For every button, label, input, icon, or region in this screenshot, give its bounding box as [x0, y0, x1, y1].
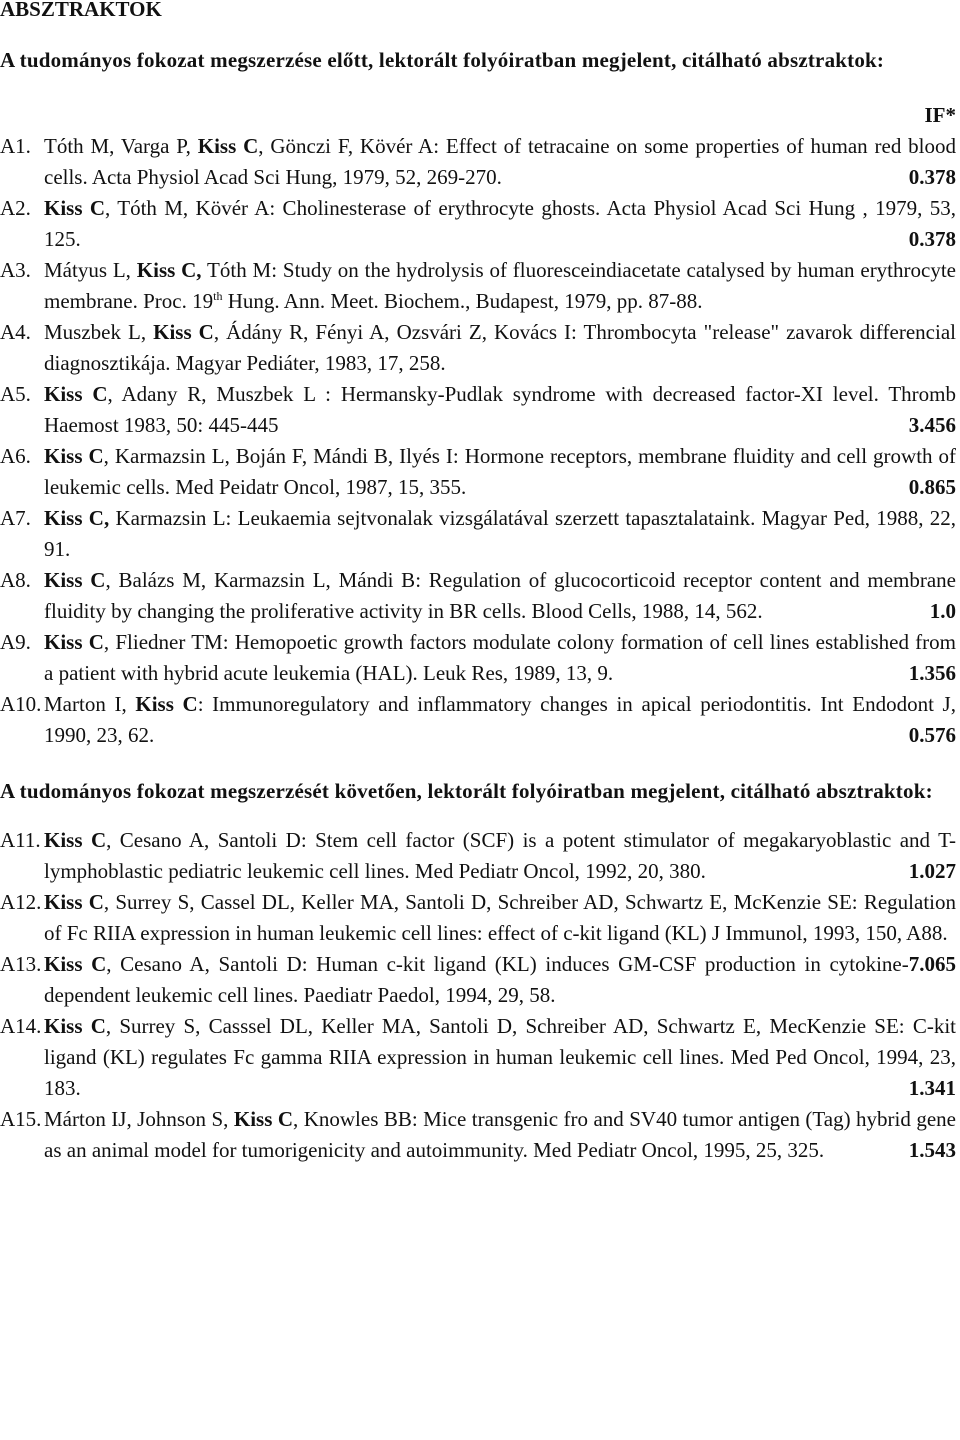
entry-highlighted-author: Kiss C, — [44, 506, 110, 530]
entry-highlighted-author: Kiss C — [44, 382, 108, 406]
impact-factor-value: 0.378 — [908, 165, 956, 189]
impact-factor-value: 1.027 — [908, 859, 956, 883]
abstract-entry — [0, 1011, 956, 1104]
entry-citation-text: , Cesano A, Santoli D: Stem cell factor (SCF) is a potent stimulator of megakaryoblastic and T-lymphoblastic pediatric leukemic cell lines. Med Pediatr Oncol, 1992, 20, 380. — [44, 828, 956, 883]
abstract-list-before-degree — [0, 131, 956, 751]
impact-factor-value: 7.065 — [908, 952, 956, 976]
entry-number: A6. — [0, 444, 31, 468]
entry-highlighted-author: Kiss C — [44, 568, 106, 592]
entry-highlighted-author: Kiss C — [44, 1014, 106, 1038]
impact-factor-value: 0.576 — [908, 723, 956, 747]
entry-citation-text-cont: Hung. Ann. Meet. Biochem., Budapest, 1979, pp. 87-88. — [222, 289, 703, 313]
entry-number: A14. — [0, 1014, 42, 1038]
entry-citation-text: , Karmazsin L, Boján F, Mándi B, Ilyés I: Hormone receptors, membrane fluidity and cell growth of leukemic cells. Med Peidatr Oncol, 1987, 15, 355. — [44, 444, 956, 499]
abstract-entry — [0, 193, 956, 255]
entry-authors-before: Márton IJ, Johnson S, — [44, 1107, 234, 1131]
entry-highlighted-author: Kiss C — [153, 320, 214, 344]
abstract-entry — [0, 503, 956, 565]
abstract-entry — [0, 627, 956, 689]
entry-number: A9. — [0, 630, 31, 654]
entry-number: A11. — [0, 828, 41, 852]
entry-highlighted-author: Kiss C — [44, 890, 104, 914]
entry-highlighted-author: Kiss C — [44, 630, 104, 654]
entry-citation-text: , Surrey S, Cassel DL, Keller MA, Santoli D, Schreiber AD, Schwartz E, McKenzie SE: Regulation of Fc RIIA expression in human leukemic cell lines: effect of c-kit ligand (KL) J Immunol, 1993, 150, A88. — [44, 890, 956, 945]
entry-highlighted-author: Kiss C — [44, 828, 107, 852]
entry-number: A13. — [0, 952, 42, 976]
entry-superscript: th — [213, 289, 223, 303]
entry-highlighted-author: Kiss C — [135, 692, 198, 716]
entry-citation-text: , Tóth M, Kövér A: Cholinesterase of erythrocyte ghosts. Acta Physiol Acad Sci Hung , 1979, 53, 125. — [44, 196, 956, 251]
abstract-entry — [0, 949, 956, 1011]
entry-highlighted-author: Kiss C — [233, 1107, 293, 1131]
entry-number: A3. — [0, 258, 31, 282]
impact-factor-value: 1.543 — [908, 1138, 956, 1162]
section-heading-before-degree: A tudományos fokozat megszerzése előtt, lektorált folyóiratban megjelent, citálható absztraktok: — [0, 48, 885, 72]
entry-number: A2. — [0, 196, 31, 220]
entry-authors-before: Mátyus L, — [44, 258, 137, 282]
entry-number: A7. — [0, 506, 31, 530]
entry-number: A15. — [0, 1107, 42, 1131]
abstract-entry — [0, 565, 956, 627]
entry-citation-text: , Knowles BB: Mice transgenic fro and SV40 tumor antigen (Tag) hybrid gene as an animal model for tumorigenicity and autoimmunity. Med Pediatr Oncol, 1995, 25, 325. — [44, 1107, 956, 1162]
entry-authors-before: Marton I, — [44, 692, 136, 716]
impact-factor-value: 3.456 — [908, 413, 956, 437]
abstract-entry — [0, 1104, 956, 1166]
entry-citation-text: , Cesano A, Santoli D: Human c-kit ligand (KL) induces GM-CSF production in cytokine-dependent leukemic cell lines. Paediatr Paedol, 1994, 29, 58. — [44, 952, 909, 1007]
entry-citation-text: , Adany R, Muszbek L : Hermansky-Pudlak syndrome with decreased factor-XI level. Thromb Haemost 1983, 50: 445-445 — [44, 382, 956, 437]
entry-citation-text: , Fliedner TM: Hemopoetic growth factors modulate colony formation of cell lines established from a patient with hybrid acute leukemia (HAL). Leuk Res, 1989, 13, 9. — [44, 630, 956, 685]
entry-citation-text: Karmazsin L: Leukaemia sejtvonalak vizsgálatával szerzett tapasztalataink. Magyar Ped, 1988, 22, 91. — [44, 506, 956, 561]
entry-number: A8. — [0, 568, 31, 592]
entry-highlighted-author: Kiss C — [197, 134, 259, 158]
impact-factor-value: 0.378 — [908, 227, 956, 251]
abstract-entry — [0, 317, 956, 379]
entry-number: A1. — [0, 134, 31, 158]
abstract-entry — [0, 379, 956, 441]
entry-highlighted-author: Kiss C, — [136, 258, 202, 282]
entry-citation-text: , Surrey S, Casssel DL, Keller MA, Santoli D, Schreiber AD, Schwartz E, MecKenzie SE: C-kit ligand (KL) regulates Fc gamma RIIA expression in human leukemic cell lines. Med Ped Oncol, 1994, 23, 183. — [44, 1014, 956, 1100]
impact-factor-value: 1.356 — [908, 661, 956, 685]
impact-factor-label: IF* — [924, 103, 956, 127]
abstract-entry — [0, 689, 956, 751]
entry-number: A5. — [0, 382, 31, 406]
abstract-entry — [0, 825, 956, 887]
entry-authors-before: Tóth M, Varga P, — [44, 134, 198, 158]
abstract-list-after-degree — [0, 825, 956, 1166]
entry-citation-text: : Immunoregulatory and inflammatory changes in apical periodontitis. Int Endodont J, 1990, 23, 62. — [44, 692, 956, 747]
entry-number: A4. — [0, 320, 31, 344]
entry-number: A10. — [0, 692, 42, 716]
page-title: ABSZTRAKTOK — [0, 0, 162, 21]
impact-factor-value: 0.865 — [908, 475, 956, 499]
entry-citation-text: , Gönczi F, Kövér A: Effect of tetracaine on some properties of human red blood cells. Acta Physiol Acad Sci Hung, 1979, 52, 269-270. — [44, 134, 956, 189]
entry-citation-text: , Balázs M, Karmazsin L, Mándi B: Regulation of glucocorticoid receptor content and membrane fluidity by changing the proliferative activity in BR cells. Blood Cells, 1988, 14, 562. — [44, 568, 956, 623]
entry-highlighted-author: Kiss C — [44, 444, 104, 468]
entry-highlighted-author: Kiss C — [44, 952, 107, 976]
abstract-entry — [0, 131, 956, 193]
entry-citation-text: , Ádány R, Fényi A, Ozsvári Z, Kovács I: Thrombocyta "release" zavarok differencial diagnosztikája. Magyar Pediáter, 1983, 17, 258. — [44, 320, 956, 375]
abstract-entry — [0, 441, 956, 503]
impact-factor-value: 1.341 — [908, 1076, 956, 1100]
section-heading-after-degree: A tudományos fokozat megszerzését követően, lektorált folyóiratban megjelent, citálható absztraktok: — [0, 779, 933, 803]
entry-number: A12. — [0, 890, 42, 914]
abstract-entry — [0, 255, 956, 317]
entry-highlighted-author: Kiss C — [44, 196, 106, 220]
entry-citation-text: Tóth M: Study on the hydrolysis of fluoresceindiacetate catalysed by human erythrocyte membrane. Proc. 19 — [44, 258, 956, 313]
impact-factor-value: 1.0 — [929, 599, 956, 623]
entry-authors-before: Muszbek L, — [44, 320, 154, 344]
